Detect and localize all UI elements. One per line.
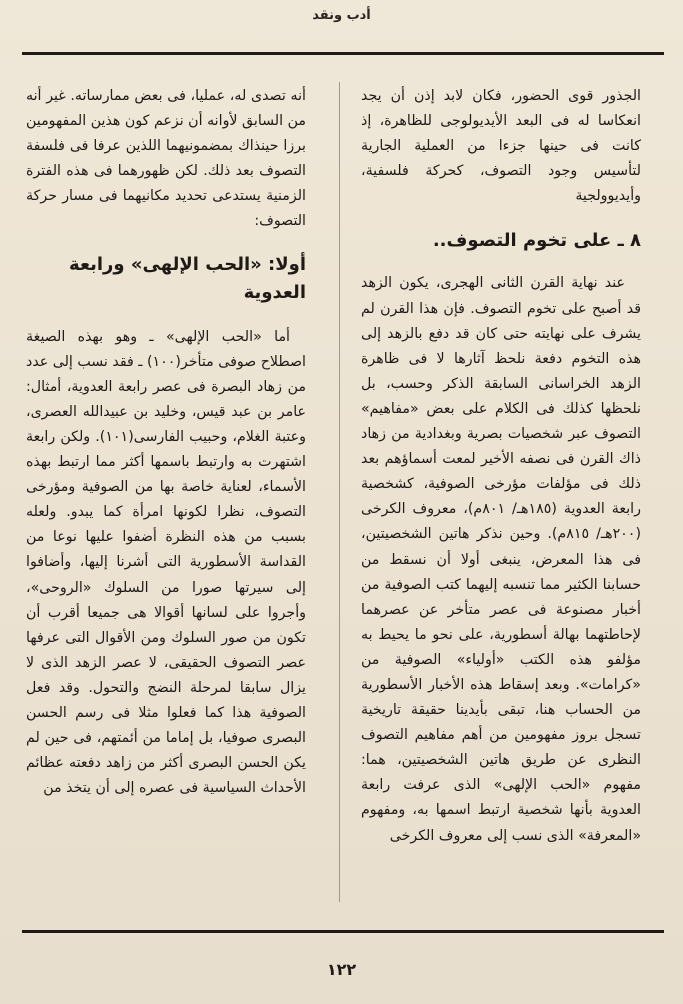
subheading: أولا: «الحب الإلهى» ورابعة العدوية [69,253,306,303]
left-intro-paragraph: أنه تصدى له، عمليا، فى بعض ممارساته. غير أنه من السابق لأوانه أن نزعم كون هذين المفهومين برزا حينذاك بمضمونيهما اللذين عرفا فى فلسفة التصوف بعد ذلك. لكن ظهورهما فى هذه الفترة الزمنية يستدعى تحديد مكانيهما فى مسار حركة التصوف: [26,88,306,230]
top-rule [22,52,664,55]
page-number: ١٢٢ [326,960,357,979]
bottom-rule [22,930,664,933]
section-heading: ٨ ـ على تخوم التصوف.. [432,230,641,252]
left-body-paragraph: أما «الحب الإلهى» ـ وهو بهذه الصيغة اصطلاح صوفى متأخر(١٠٠) ـ فقد نسب إلى عدد من زهاد البصرة فى عصر رابعة العدوية، أمثال: عامر بن عبد قيس، وخليد بن عبيدالله العصرى، وعتبة الغلام، وحبيب الفارسى(١٠١). ولكن رابعة اشتهرت به وارتبط باسمها أكثر مما ارتبط بهذه الأسماء، لعناية خاصة بها من الصوفية ومؤرخى التصوف، نظرا لكونها امرأة كما يبدو. ولعله بسبب من هذه النظرة أضفوا عليها نوعا من القداسة الأسطورية التى أشرنا إليها، وأضافوا إلى سيرتها صورا من السلوك «الروحى»، وأجروا على لسانها أقوالا هى جميعا أقرب أن تكون من صور السلوك ومن الأقوال التى عرفها عصر التصوف الحقيقى، لا عصر الزهد الذى لا يزال سابقا لمرحلة النضج والتحول. وقد فعل الصوفية هذا كما فعلوا مثلا فى رسم الحسن البصرى صوفيا، بل إماما من أئمتهم، فى حين لم يكن الحسن البصرى أكثر من زاهد دفعته عظائم الأحداث السياسية فى عصره إلى أن يتخذ من [26,328,306,797]
column-divider [339,82,340,902]
left-column [26,84,306,801]
right-column [361,84,641,849]
running-title: أدب ونقد [312,8,371,23]
right-body-paragraph: عند نهاية القرن الثانى الهجرى، يكون الزهد قد أصبح على تخوم التصوف. فإن هذا القرن لم يشرف على نهايته حتى كان قد دفع بالزهد إلى هذه التخوم دفعة نلحظ آثارها لا فى ظاهرة الزهد الخراسانى السابقة الذكر وحسب، بل نلحظها كذلك فى الكلام على بعض «مفاهيم» التصوف عبر شخصيات بصرية وبغدادية من زهاد ذاك القرن فى نصفه الأخير لمعت أسماؤهم بعد ذلك فى مؤلفات مؤرخى الصوفية، كشخصية رابعة العدوية (١٨٥هـ/ ٨٠١م)، معروف الكرخى (٢٠٠هـ/ ٨١٥م). وحين نذكر هاتين الشخصيتين، فى هذا المعرض، ينبغى أولا أن نسقط من حسابنا الكثير مما تنسبه إليهما كتب الصوفية من أخبار مصنوعة فى عصر متأخر عن عصرهما لإحاطتهما بهالة أسطورية، على نحو ما يحيط به مؤلفو هذه الكتب «أولياء» الصوفية من «كرامات». وبعد إسقاط هذه الأخبار الأسطورية من الحساب هنا، تبقى بأيدينا حقيقة تاريخية تسجل بروز مفهومين من أهم مفاهيم التصوف النظرى عن طريق هاتين الشخصيتين، هما: مفهوم «الحب الإلهى» الذى عرفت رابعة العدوية بأنها شخصية ارتبط اسمها به، ومفهوم «المعرفة» الذى نسب إلى معروف الكرخى [361,275,641,844]
right-intro-paragraph: الجذور قوى الحضور، فكان لابد إذن أن يجد انعكاسا له فى البعد الأيديولوجى للظاهرة، إذ كانت فى حينها جزءا من العملية الجارية لتأسيس وجود التصوف، كحركة فلسفية، وأيديوولجية [361,88,641,205]
